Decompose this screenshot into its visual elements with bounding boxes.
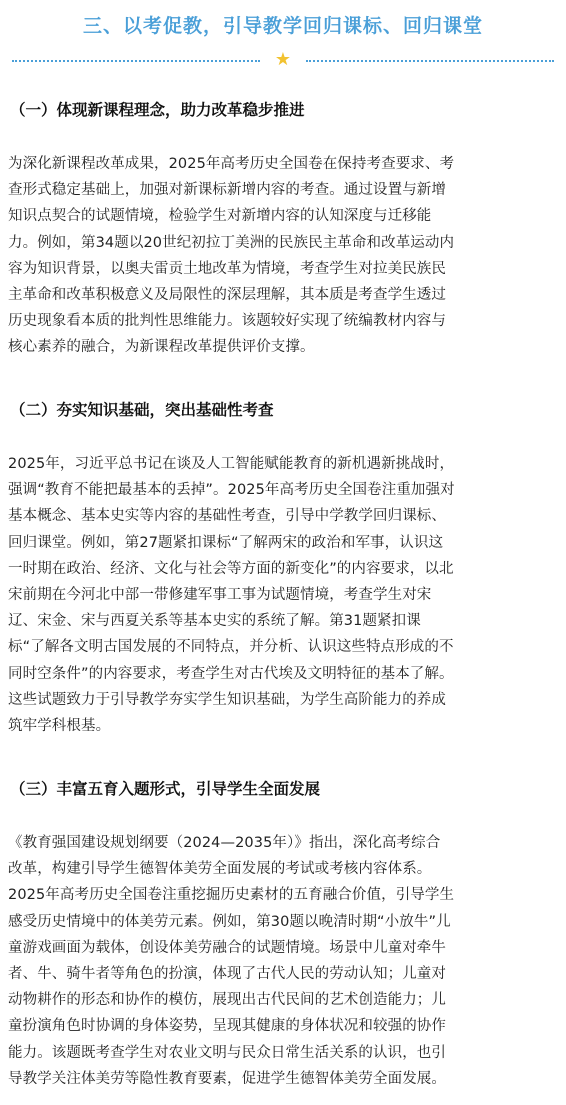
section-title: 三、以考促教，引导教学回归课标、回归课堂 xyxy=(82,15,483,37)
paragraph-line: 者、牛、骑牛者等角色的扮演，体现了古代人民的劳动认知；儿童对 xyxy=(8,966,446,983)
paragraph-line: 同时空条件”的内容要求，考查学生对古代埃及文明特征的基本了解。 xyxy=(8,665,454,682)
paragraph-line: 宋前期在今河北中部一带修建军事工事为试题情境，考查学生对宋 xyxy=(8,587,432,604)
paragraph-line: 标“了解各文明古国发展的不同特点，并分析、认识这些特点形成的不 xyxy=(8,639,454,656)
paragraph-line: 能力。该题既考查学生对农业文明与民众日常生活关系的认识，也引 xyxy=(8,1044,446,1061)
paragraph-line: 容为知识背景，以奥夫雷贡土地改革为情境，考查学生对拉美民族民 xyxy=(8,260,446,277)
paragraph-line: 童扮演角色时协调的身体姿势，呈现其健康的身体状况和较强的协作 xyxy=(8,1018,446,1035)
paragraph-line: 核心素养的融合，为新课程改革提供评价支撑。 xyxy=(8,339,315,356)
paragraph-3 xyxy=(8,830,560,1092)
paragraph-line: 筑牢学科根基。 xyxy=(8,718,111,735)
paragraph-line: 查形式稳定基础上，加强对新课标新增内容的考查。通过设置与新增 xyxy=(8,182,446,199)
star-icon: ★ xyxy=(274,49,292,70)
paragraph-1 xyxy=(8,151,560,361)
paragraph-line: 2025年，习近平总书记在谈及人工智能赋能教育的新机遇新挑战时， xyxy=(8,456,455,472)
paragraph-line: 基本概念、基本史实等内容的基础性考查，引导中学教学回归课标、 xyxy=(8,508,446,525)
paragraph-line: 导教学关注体美劳等隐性教育要素，促进学生德智体美劳全面发展。 xyxy=(8,1070,446,1087)
paragraph-line: 为深化新课程改革成果，2025年高考历史全国卷在保持考查要求、考 xyxy=(8,156,455,172)
paragraph-line: 这些试题致力于引导教学夯实学生知识基础，为学生高阶能力的养成 xyxy=(8,691,446,708)
subsection-heading-3: （三）丰富五育入题形式，引导学生全面发展 xyxy=(10,780,321,798)
paragraph-line: 辽、宋金、宋与西夏关系等基本史实的系统了解。第31题紧扣课 xyxy=(8,613,421,630)
paragraph-line: 童游戏画面为载体，创设体美劳融合的试题情境。场景中儿童对牵牛 xyxy=(8,939,446,956)
paragraph-line: 力。例如，第34题以20世纪初拉丁美洲的民族民主革命和改革运动内 xyxy=(8,234,455,251)
paragraph-line: 《教育强国建设规划纲要（2024—2035年）》指出，深化高考综合 xyxy=(8,835,441,851)
paragraph-line: 历史现象看本质的批判性思维能力。该题较好实现了统编教材内容与 xyxy=(8,313,446,330)
paragraph-line: 强调“教育不能把最基本的丢掉”。2025年高考历史全国卷注重加强对 xyxy=(8,482,455,499)
paragraph-line: 2025年高考历史全国卷注重挖掘历史素材的五育融合价值，引导学生 xyxy=(8,887,455,904)
paragraph-line: 回归课堂。例如，第27题紧扣课标“了解两宋的政治和军事，认识这 xyxy=(8,534,444,551)
paragraph-line: 主革命和改革积极意义及局限性的深层理解，其本质是考查学生透过 xyxy=(8,287,446,304)
subsection-heading-2: （二）夯实知识基础，突出基础性考查 xyxy=(10,401,274,419)
paragraph-2 xyxy=(8,451,560,739)
paragraph-line: 一时期在政治、经济、文化与社会等方面的新变化”的内容要求，以北 xyxy=(8,560,454,577)
paragraph-line: 感受历史情境中的体美劳元素。例如，第30题以晚清时期“小放牛”儿 xyxy=(8,913,451,930)
subsection-heading-1: （一）体现新课程理念，助力改革稳步推进 xyxy=(10,101,305,119)
paragraph-line: 知识点契合的试题情境，检验学生对新增内容的认知深度与迁移能 xyxy=(8,208,432,225)
paragraph-line: 动物耕作的形态和协作的模仿，展现出古代民间的艺术创造能力；儿 xyxy=(8,992,446,1009)
paragraph-line: 改革，构建引导学生德智体美劳全面发展的考试或考核内容体系。 xyxy=(8,861,432,878)
